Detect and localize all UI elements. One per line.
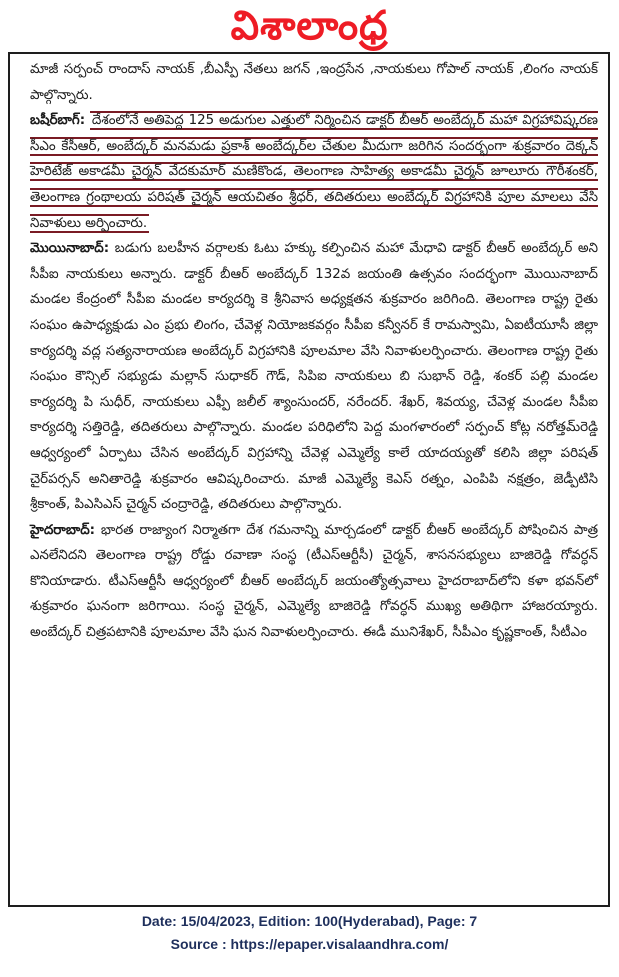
footer-source-link[interactable]: Source : https://epaper.visalaandhra.com/ xyxy=(170,936,449,952)
dateline-basheerbagh: బషీర్‌బాగ్: xyxy=(30,113,86,129)
footer-date-edition: Date: 15/04/2023, Edition: 100(Hyderabad), Page: 7 xyxy=(141,913,478,929)
article-paragraph-moinabad xyxy=(30,236,598,518)
dateline-hyderabad: హైదరాబాద్: xyxy=(30,522,95,538)
newspaper-logo: విశాలాంధ్ర xyxy=(230,2,389,49)
highlighted-paragraph xyxy=(30,108,598,236)
masthead xyxy=(0,0,619,52)
underlined-text: దేశంలోనే అతిపెద్ద 125 అడుగుల ఎత్తులో నిర్మించిన డాక్టర్ బీఆర్ అంబేద్కర్ మహా విగ్రహావిష్కరణ సీఎం కేసీఆర్, అంబేద్కర్ మనమడు ప్రకాశ్ అంబేద్కర్‌ల చేతుల మీదుగా జరిగిన సందర్భంగా శుక్రవారం దెక్కన్ హెరిటేజ్ అకాడమీ చైర్మన్ వేదకుమార్ మణికొండ, తెలంగాణ సాహిత్య అకాడమీ చైర్మన్ జూలూరు గౌరీశంకర్, తెలంగాణ గ్రంథాలయ పరిషత్ చైర్మన్ ఆయచితం శ్రీధర్, తదితరులు అంబేద్కర్ విగ్రహానికి పూల మాలలు వేసి నివాళులు అర్పించారు. xyxy=(30,113,598,231)
article-intro-paragraph: మాజీ సర్పంచ్ రాందాస్ నాయక్ ,బీఎస్పీ నేతలు జగన్ ,ఇంద్రసేన ,నాయకులు గోపాల్ నాయక్ ,లింగం నాయక్ పాల్గొన్నారు. xyxy=(30,62,598,103)
paragraph-text-hyderabad: భారత రాజ్యాంగ నిర్మాతగా దేశ గమనాన్ని మార్చడంలో డాక్టర్ బీఆర్ అంబేద్కర్ పోషించిన పాత్ర ఎనలేనిదని తెలంగాణ రాష్ట్ర రోడ్డు రవాణా సంస్థ (టీఎస్‌ఆర్టీసీ) చైర్మన్, శాసనసభ్యులు బాజిరెడ్డి గోవర్ధన్ కొనియాడారు. టీఎస్‌ఆర్టీసీ ఆధ్వర్యంలో బీఆర్ అంబేద్కర్ జయంత్యోత్సవాలు హైదరాబాద్‌లోని కళా భవన్‌లో శుక్రవారం ఘనంగా జరిగాయి. సంస్థ చైర్మన్, ఎమ్మెల్యే బాజిరెడ్డి గోవర్ధన్ ముఖ్య అతిథిగా హాజరయ్యారు. అంబేద్కర్ చిత్రపటానికి పూలమాల వేసి ఘన నివాళులర్పించారు. ఈడీ మునిశేఖర్, సీపీఎం కృష్ణకాంత్, సీటీఎం xyxy=(30,522,598,641)
news-clipping xyxy=(8,52,610,907)
article-paragraph-basheerbagh xyxy=(30,108,598,236)
article-body xyxy=(10,54,608,646)
article-paragraph-hyderabad xyxy=(30,518,598,646)
dateline-moinabad: మొయినాబాద్: xyxy=(30,241,110,257)
paragraph-text-moinabad: బడుగు బలహీన వర్గాలకు ఓటు హక్కు కల్పించిన మహా మేధావి డాక్టర్ బీఆర్ అంబేద్కర్ అని సీపీఐ నాయకులు అన్నారు. డాక్టర్ బీఆర్ అంబేద్కర్ 132వ జయంతి ఉత్సవం సందర్భంగా మొయినాబాద్ మండల కేంద్రంలో సీపీఐ మండల కార్యదర్శి కె శ్రీనివాస అధ్యక్షతన శుక్రవారం జరిగింది. తెలంగాణ రాష్ట్ర రైతు సంఘం ఉపాధ్యక్షుడు ఎం ప్రభు లింగం, చేవెళ్ల నియోజకవర్గం సీపీఐ కన్వీనర్ కే రామస్వామి, ఏఐటీయూసీ జిల్లా కార్యదర్శి వద్ల సత్యనారాయణ అంబేద్కర్ విగ్రహానికి పూలమాల వేసి నివాళులర్పించారు. తెలంగాణ రాష్ట్ర రైతు సంఘం కౌన్సిల్ సభ్యుడు మల్లాన్ సుధాకర్ గౌడ్, సిపిఐ నాయకులు బి సుభాన్ రెడ్డి, శంకర్ పల్లి మండల కార్యదర్శి పి సుధీర్, నాయకులు ఎఫ్పీ జలీల్ శ్యాంసుందర్, నరేందర్. శేఖర్, శివయ్య, చేవెళ్ల మండల సీపీఐ కార్యదర్శి సత్తిరెడ్డి, తదితరులు పాల్గొన్నారు. మండల పరిధిలోని పెద్ద మంగళారంలో సర్పంచ్ కోట్ల నరోత్తమ్‌రెడ్డి ఆధ్వర్యంలో ఏర్పాటు చేసిన అంబేద్కర్ విగ్రహాన్ని చేవెళ్ల ఎమ్మెల్యే కాలే యాదయ్యతో కలిసి జిల్లా పరిషత్ చైర్‌పర్సన్ అనితారెడ్డి శుక్రవారం ఆవిష్కరించారు. మాజీ ఎమ్మెల్యే కెఎస్ రత్నం, ఎంపిపి నక్షత్రం, జెడ్పీటిసి శ్రీకాంత్, పిఎసిఎస్ చైర్మన్ చంద్రారెడ్డి, తదితరులు పాల్గొన్నారు. xyxy=(30,241,598,513)
